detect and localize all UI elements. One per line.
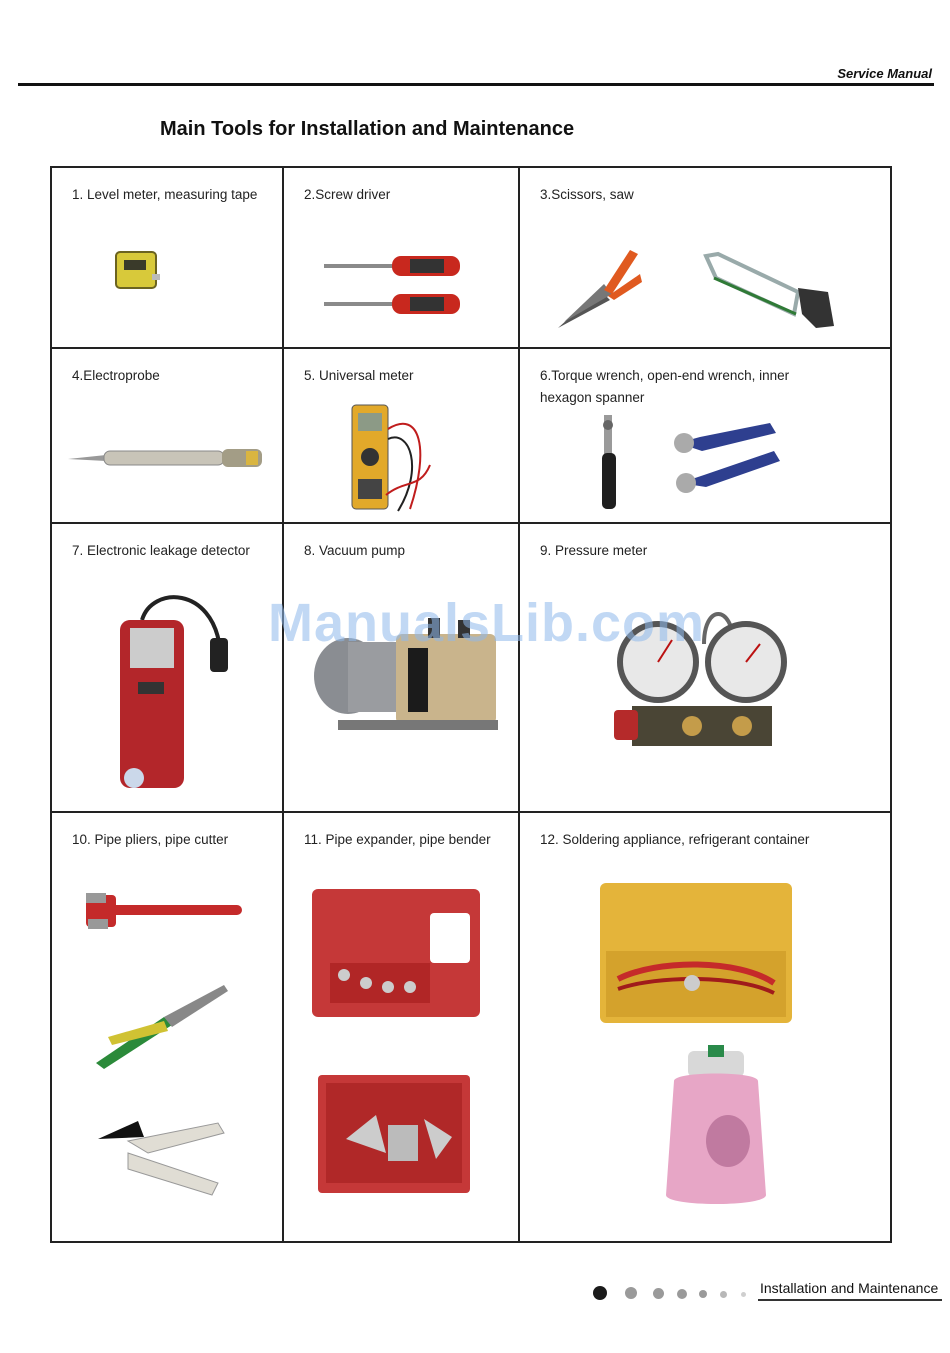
cell-level-meter	[52, 168, 284, 349]
cell-label: 10. Pipe pliers, pipe cutter	[72, 832, 229, 847]
cell-leakage-detector	[52, 524, 284, 813]
cell-torque-wrench	[520, 349, 892, 524]
cell-label: 1. Level meter, measuring tape	[72, 187, 258, 202]
footer-dot	[593, 1286, 607, 1300]
pipe-cutter-image	[88, 1113, 228, 1203]
footer-dot	[699, 1290, 707, 1298]
cell-label: 4.Electroprobe	[72, 368, 160, 383]
refrigerant-cylinder-image	[654, 1045, 778, 1211]
cell-label: 6.Torque wrench, open-end wrench, inner hexagon spanner	[540, 368, 790, 405]
hacksaw-image	[698, 248, 840, 332]
cell-label: 11. Pipe expander, pipe bender	[304, 832, 491, 847]
cell-pipe-expander	[284, 813, 520, 1243]
cell-soldering-refrigerant	[520, 813, 892, 1243]
electroprobe-image	[66, 441, 266, 471]
cell-label: 12. Soldering appliance, refrigerant container	[540, 832, 810, 847]
cell-universal-meter	[284, 349, 520, 524]
cell-label: 2.Screw driver	[304, 187, 391, 202]
cell-label: 7. Electronic leakage detector	[72, 543, 250, 558]
cell-pressure-meter	[520, 524, 892, 813]
pipe-bender-kit-image	[316, 1069, 472, 1199]
cell-screw-driver	[284, 168, 520, 349]
flaring-tool-kit-image	[310, 883, 482, 1023]
cell-pipe-pliers	[52, 813, 284, 1243]
combination-pliers-image	[88, 977, 232, 1073]
footer-dot	[625, 1287, 637, 1299]
pipe-wrench-image	[80, 887, 246, 935]
cell-vacuum-pump	[284, 524, 520, 813]
footer-dot	[677, 1289, 687, 1299]
measuring-tape-image	[112, 248, 162, 293]
torque-wrench-image	[596, 413, 622, 511]
cell-label: 8. Vacuum pump	[304, 543, 406, 558]
header-rule	[18, 83, 934, 86]
multimeter-image	[350, 399, 434, 517]
watermark: ManualsLib.com	[268, 593, 706, 653]
screwdriver-image	[320, 246, 470, 326]
cell-label: 9. Pressure meter	[540, 543, 648, 558]
footer-dot	[653, 1288, 664, 1299]
cell-label: 3.Scissors, saw	[540, 187, 634, 202]
cell-label: 5. Universal meter	[304, 368, 414, 383]
header-label: Service Manual	[837, 66, 932, 81]
footer-rule	[758, 1299, 942, 1301]
footer-dot	[741, 1292, 746, 1297]
open-end-wrench-image	[670, 417, 786, 497]
footer-label: Installation and Maintenance	[760, 1280, 939, 1296]
soldering-kit-image	[598, 879, 794, 1027]
leakage-detector-image	[112, 590, 230, 794]
scissors-image	[554, 244, 646, 334]
cell-scissors-saw	[520, 168, 892, 349]
cell-electroprobe	[52, 349, 284, 524]
tools-table	[50, 166, 892, 1243]
page-title: Main Tools for Installation and Maintenance	[160, 118, 575, 140]
footer-dot	[720, 1291, 727, 1298]
